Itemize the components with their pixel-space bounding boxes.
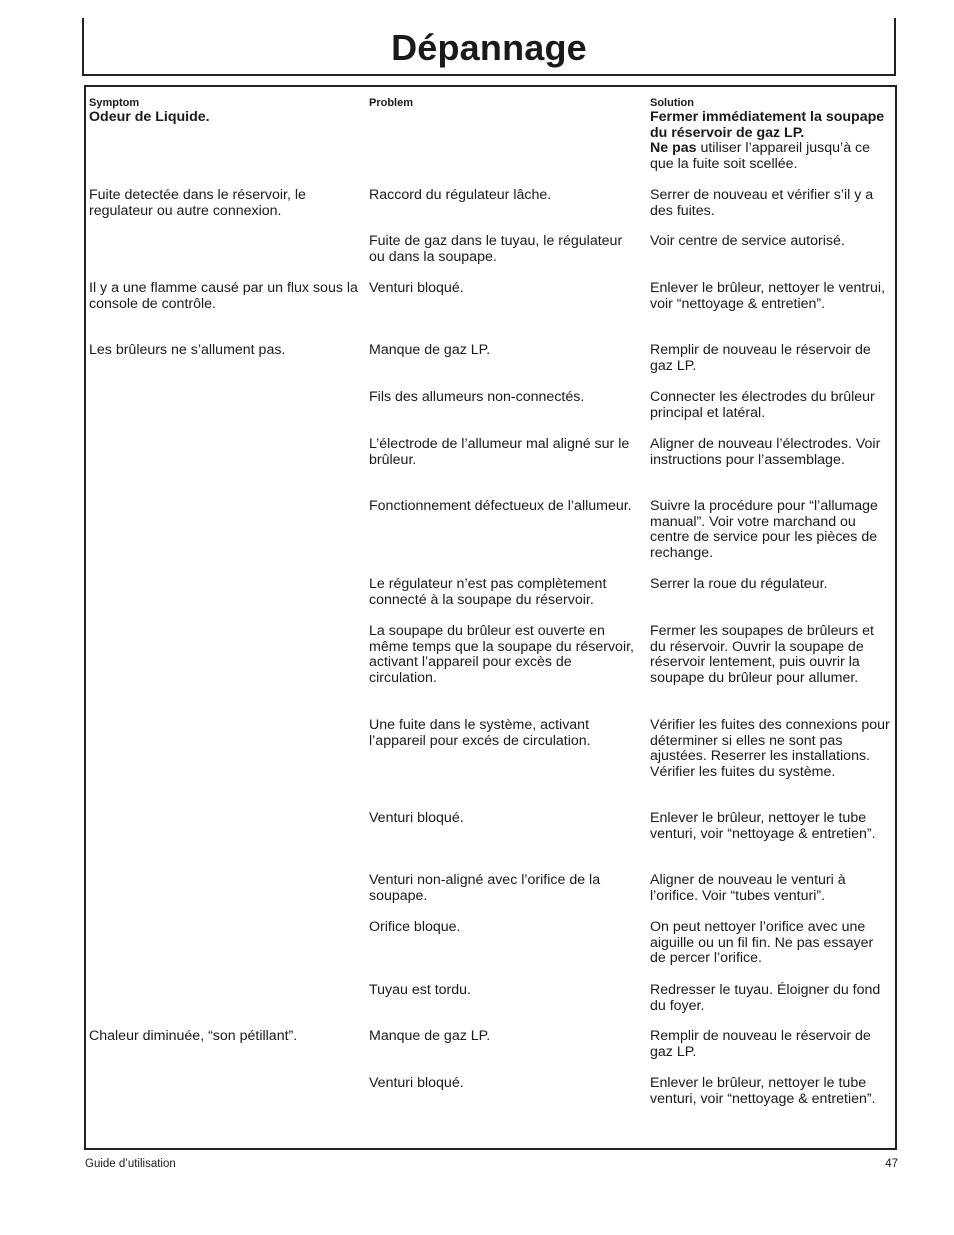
solution-cell [650, 110, 890, 172]
problem-cell: Raccord du régulateur lâche. [369, 187, 552, 203]
problem-cell: Venturi bloqué. [369, 1075, 464, 1091]
solution-cell: Serrer la roue du régulateur. [650, 576, 828, 592]
symptom-cell: Odeur de Liquide. [89, 109, 210, 125]
problem-cell: Manque de gaz LP. [369, 342, 491, 358]
problem-cell: Tuyau est tordu. [369, 982, 471, 998]
solution-cell: Remplir de nouveau le réservoir de gaz LP. [650, 342, 871, 374]
problem-cell: Fils des allumeurs non-connectés. [369, 389, 585, 405]
solution-cell: On peut nettoyer l’orifice avec une aiguille ou un fil fin. Ne pas essayer de percer l’orifice. [650, 919, 874, 967]
solution-bold-text: Fermer immédiatement la soupape du réservoir de gaz LP. [650, 109, 885, 141]
solution-cell: Enlever le brûleur, nettoyer le ventrui, voir “nettoyage & entretien”. [650, 280, 886, 312]
solution-cell: Enlever le brûleur, nettoyer le tube venturi, voir “nettoyage & entretien”. [650, 810, 876, 842]
problem-cell: Orifice bloque. [369, 919, 461, 935]
problem-cell: Venturi bloqué. [369, 280, 464, 296]
title-box [82, 18, 896, 76]
symptom-cell: Chaleur diminuée, “son pétillant”. [89, 1028, 298, 1044]
symptom-cell: Les brûleurs ne s’allument pas. [89, 342, 286, 358]
problem-cell: Une fuite dans le système, activant l’appareil pour excés de circulation. [369, 717, 591, 749]
problem-cell: Manque de gaz LP. [369, 1028, 491, 1044]
solution-cell: Suivre la procédure pour “l’allumage manual”. Voir votre marchand ou centre de service pour les pièces de rechange. [650, 498, 878, 561]
problem-cell: L’électrode de l’allumeur mal aligné sur le brûleur. [369, 436, 630, 468]
solution-cell: Fermer les soupapes de brûleurs et du réservoir. Ouvrir la soupape de réservoir lentement, puis ouvrir la soupape du brûleur pour allumer. [650, 623, 874, 686]
problem-cell: La soupape du brûleur est ouverte en même temps que la soupape du réservoir, activant l’appareil pour excès de circulation. [369, 623, 634, 686]
problem-cell: Venturi non-aligné avec l’orifice de la soupape. [369, 872, 601, 904]
solution-cell: Serrer de nouveau et vérifier s’il y a des fuites. [650, 187, 874, 219]
page-title: Dépannage [391, 27, 587, 68]
header-solution: Solution [650, 97, 694, 109]
problem-cell: Venturi bloqué. [369, 810, 464, 826]
header-problem: Problem [369, 97, 414, 109]
header-symptom: Symptom [89, 97, 140, 109]
solution-bold-text: Ne pas [650, 140, 697, 157]
solution-cell: Remplir de nouveau le réservoir de gaz LP. [650, 1028, 871, 1060]
solution-cell: Redresser le tuyau. Éloigner du fond du foyer. [650, 982, 881, 1014]
solution-cell: Connecter les électrodes du brûleur principal et latéral. [650, 389, 875, 421]
problem-cell: Fonctionnement défectueux de l’allumeur. [369, 498, 632, 514]
footer-guide-title: Guide d’utilisation [85, 1158, 176, 1170]
solution-cell: Voir centre de service autorisé. [650, 233, 845, 249]
solution-cell: Aligner de nouveau l’électrodes. Voir instructions pour l’assemblage. [650, 436, 881, 468]
page-number: 47 [885, 1158, 898, 1170]
solution-cell: Vérifier les fuites des connexions pour déterminer si elles ne sont pas ajustées. Reserrer les installations. Vérifier les fuites du système. [650, 717, 890, 780]
solution-cell: Enlever le brûleur, nettoyer le tube venturi, voir “nettoyage & entretien”. [650, 1075, 876, 1107]
problem-cell: Le régulateur n’est pas complètement connecté à la soupape du réservoir. [369, 576, 607, 608]
solution-cell: Aligner de nouveau le venturi à l’orifice. Voir “tubes venturi”. [650, 872, 846, 904]
solution-text: utiliser l’appareil jusqu’à ce que la fuite soit scellée. [650, 140, 871, 172]
symptom-cell: Fuite detectée dans le réservoir, le regulateur ou autre connexion. [89, 187, 306, 219]
problem-cell: Fuite de gaz dans le tuyau, le régulateur ou dans la soupape. [369, 233, 623, 265]
symptom-cell: Il y a une flamme causé par un flux sous la console de contrôle. [89, 280, 358, 312]
